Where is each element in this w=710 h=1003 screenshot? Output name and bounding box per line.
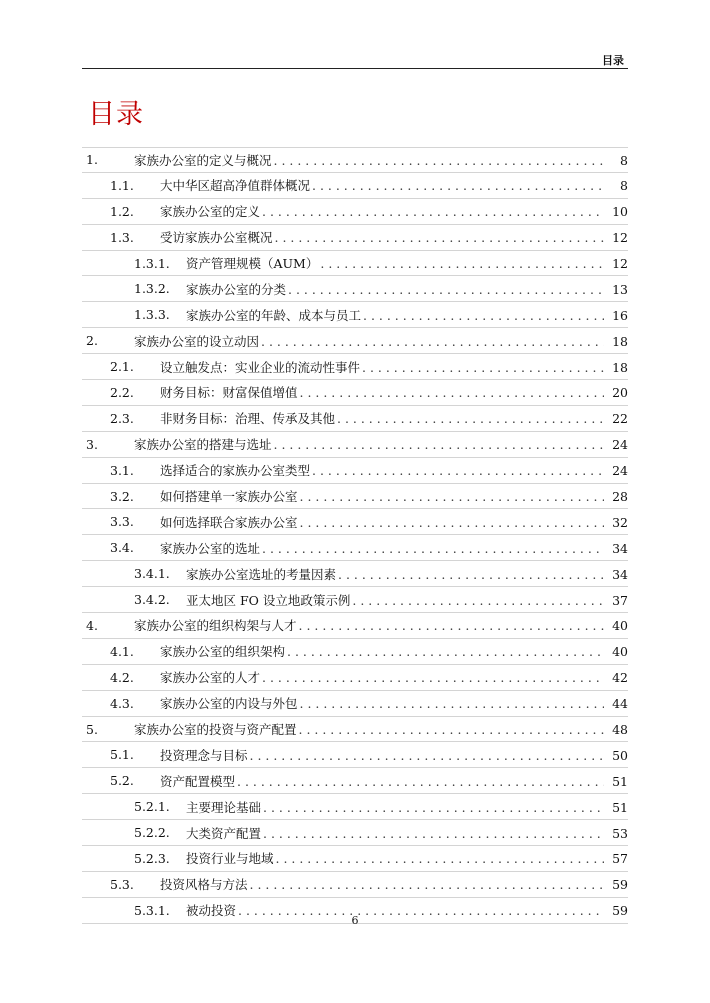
header-rule: [82, 68, 628, 69]
toc-entry-page: 12: [612, 256, 628, 271]
toc-entry-number: 3.4.: [110, 540, 134, 556]
dot-leader: [299, 722, 604, 737]
toc-entry-title: 大类资产配置: [186, 825, 262, 841]
toc-entry-body: [160, 668, 628, 686]
toc-entry[interactable]: [82, 147, 628, 173]
toc-entry-number: 5.1.: [110, 747, 134, 763]
dot-leader: [363, 308, 604, 323]
toc-entry-number: 5.2.2.: [134, 825, 170, 841]
toc-entry-title: 家族办公室的组织架构: [160, 644, 286, 660]
toc-entry-number: 2.1.: [110, 359, 134, 375]
toc-entry[interactable]: [82, 820, 628, 846]
toc-entry-number: 5.3.: [110, 876, 134, 892]
toc-entry-body: [160, 202, 628, 220]
page-number: 6: [351, 914, 359, 927]
toc-entry[interactable]: [82, 846, 628, 872]
toc-entry[interactable]: [82, 406, 628, 432]
toc-entry-number: 5.2.: [110, 773, 134, 789]
toc-entry-title: 资产配置模型: [160, 773, 236, 789]
toc-entry-body: [160, 487, 628, 505]
toc-entry-title: 家族办公室的投资与资产配置: [134, 722, 297, 738]
toc-entry-page: 34: [612, 566, 628, 582]
toc-entry-title: 被动投资: [186, 903, 237, 919]
toc-entry-page: 37: [612, 592, 628, 608]
toc-entry-body: [186, 591, 628, 609]
toc-entry[interactable]: [82, 328, 628, 354]
toc-entry-page: 53: [612, 825, 628, 841]
toc-entry[interactable]: [82, 380, 628, 406]
toc-entry-body: [134, 151, 628, 169]
toc-entry-page: 57: [612, 851, 628, 867]
toc-entry-body: [160, 875, 628, 893]
toc-entry-page: 22: [612, 411, 628, 427]
toc-entry-number: 1.3.3.: [134, 307, 170, 323]
toc-entry-title: 家族办公室的选址: [160, 540, 261, 556]
toc-entry-number: 1.1.: [110, 177, 134, 193]
toc-entry-number: 3.1.: [110, 462, 134, 478]
toc-entry-page: 32: [612, 514, 628, 530]
toc-entry[interactable]: [82, 432, 628, 458]
toc-entry-title: 家族办公室的人才: [160, 670, 261, 686]
toc-entry[interactable]: [82, 639, 628, 665]
toc-entry-number: 5.2.3.: [134, 850, 170, 866]
dot-leader: [288, 282, 604, 297]
toc-entry[interactable]: [82, 484, 628, 510]
toc-entry-body: [186, 280, 628, 298]
toc-entry-page: 34: [612, 540, 628, 556]
toc-entry-page: 8: [620, 152, 628, 168]
toc-entry-title: 设立触发点：实业企业的流动性事件: [160, 359, 361, 375]
toc-entry-body: [160, 383, 628, 401]
toc-entry-body: [186, 824, 628, 842]
toc-entry-page: 28: [612, 489, 628, 505]
toc-entry-page: 51: [612, 773, 628, 789]
toc-entry-title: 家族办公室的定义: [160, 204, 261, 220]
toc-entry-body: [134, 435, 628, 453]
toc-entry-page: 16: [612, 307, 628, 323]
dot-leader: [275, 230, 604, 245]
toc-entry[interactable]: [82, 302, 628, 328]
toc-entry-body: [186, 565, 628, 583]
table-of-contents: [82, 147, 628, 924]
toc-entry[interactable]: [82, 535, 628, 561]
toc-entry-number: 1.3.: [110, 229, 134, 245]
toc-entry-number: 4.2.: [110, 669, 134, 685]
toc-entry-title: 家族办公室的定义与概况: [134, 152, 272, 168]
toc-entry-number: 1.3.2.: [134, 281, 170, 297]
dot-leader: [250, 748, 604, 763]
toc-entry-title: 非财务目标：治理、传承及其他: [160, 411, 336, 427]
toc-entry-page: 20: [612, 385, 628, 401]
dot-leader: [337, 411, 604, 426]
toc-entry-body: [160, 228, 628, 246]
toc-entry-body: [134, 720, 628, 738]
toc-entry-number: 1.2.: [110, 203, 134, 219]
dot-leader: [338, 567, 604, 582]
toc-entry-page: 51: [612, 799, 628, 815]
toc-entry[interactable]: [82, 742, 628, 768]
toc-entry-number: 5.: [86, 721, 98, 737]
toc-entry-number: 3.3.: [110, 514, 134, 530]
toc-entry[interactable]: [82, 587, 628, 613]
toc-entry-page: 18: [612, 333, 628, 349]
toc-entry-title: 家族办公室的设立动因: [134, 333, 260, 349]
toc-entry-number: 5.2.1.: [134, 799, 170, 815]
toc-entry-title: 家族办公室的内设与外包: [160, 696, 298, 712]
toc-entry-title: 如何搭建单一家族办公室: [160, 489, 298, 505]
toc-entry-title: 投资行业与地域: [186, 851, 274, 867]
toc-entry-body: [160, 772, 628, 790]
dot-leader: [300, 489, 604, 504]
toc-entry[interactable]: [82, 509, 628, 535]
toc-entry-page: 24: [612, 463, 628, 479]
toc-entry-title: 家族办公室的年龄、成本与员工: [186, 307, 362, 323]
toc-entry-body: [160, 176, 628, 194]
toc-entry-title: 投资理念与目标: [160, 747, 248, 763]
toc-entry[interactable]: [82, 276, 628, 302]
toc-entry-page: 12: [612, 230, 628, 246]
toc-entry-page: 40: [612, 618, 628, 634]
toc-entry[interactable]: [82, 613, 628, 639]
dot-leader: [300, 515, 604, 530]
toc-entry[interactable]: [82, 872, 628, 898]
toc-entry-page: 44: [612, 696, 628, 712]
toc-entry-page: 13: [612, 281, 628, 297]
dot-leader: [261, 334, 604, 349]
toc-entry-body: [186, 798, 628, 816]
toc-entry[interactable]: [82, 691, 628, 717]
dot-leader: [263, 800, 604, 815]
toc-entry-page: 10: [612, 204, 628, 220]
toc-entry[interactable]: [82, 251, 628, 277]
toc-entry-body: [134, 332, 628, 350]
toc-entry[interactable]: [82, 354, 628, 380]
dot-leader: [300, 696, 604, 711]
toc-entry-number: 2.2.: [110, 384, 134, 400]
toc-entry-number: 3.: [86, 436, 98, 452]
toc-entry-body: [186, 306, 628, 324]
dot-leader: [250, 877, 604, 892]
toc-entry[interactable]: [82, 768, 628, 794]
toc-entry-page: 50: [612, 747, 628, 763]
page-title: 目录: [88, 99, 144, 130]
toc-entry-page: 48: [612, 722, 628, 738]
dot-leader: [287, 644, 604, 659]
toc-entry[interactable]: [82, 561, 628, 587]
dot-leader: [300, 385, 604, 400]
toc-entry-number: 3.2.: [110, 488, 134, 504]
toc-entry[interactable]: [82, 717, 628, 743]
toc-entry-title: 投资风格与方法: [160, 877, 248, 893]
toc-entry-body: [160, 409, 628, 427]
toc-entry-number: 2.3.: [110, 410, 134, 426]
toc-entry-number: 1.3.1.: [134, 255, 170, 271]
dot-leader: [262, 670, 604, 685]
dot-leader: [262, 541, 604, 556]
toc-entry-number: 4.1.: [110, 643, 134, 659]
toc-entry-title: 主要理论基础: [186, 799, 262, 815]
dot-leader: [262, 204, 604, 219]
toc-entry-body: [160, 358, 628, 376]
toc-entry-title: 财务目标：财富保值增值: [160, 385, 298, 401]
toc-entry-body: [160, 461, 628, 479]
toc-entry[interactable]: [82, 665, 628, 691]
toc-entry-title: 如何选择联合家族办公室: [160, 514, 298, 530]
toc-entry-body: [160, 746, 628, 764]
toc-entry-title: 大中华区超高净值群体概况: [160, 178, 311, 194]
toc-entry-body: [134, 616, 628, 634]
toc-entry[interactable]: [82, 173, 628, 199]
toc-entry-number: 3.4.2.: [134, 592, 170, 608]
dot-leader: [312, 463, 604, 478]
dot-leader: [274, 437, 604, 452]
dot-leader: [362, 360, 604, 375]
dot-leader: [320, 256, 604, 271]
dot-leader: [274, 153, 604, 168]
running-header: 目录: [602, 54, 624, 67]
toc-entry-page: 59: [612, 877, 628, 893]
toc-entry-number: 1.: [86, 152, 98, 168]
toc-entry-page: 8: [620, 178, 628, 194]
dot-leader: [352, 593, 604, 608]
toc-entry-page: 42: [612, 670, 628, 686]
dot-leader: [299, 618, 604, 633]
toc-entry-body: [160, 539, 628, 557]
toc-entry-page: 24: [612, 437, 628, 453]
dot-leader: [263, 826, 604, 841]
toc-entry-number: 4.: [86, 617, 98, 633]
toc-entry-number: 2.: [86, 333, 98, 349]
toc-entry-title: 资产管理规模（AUM）: [186, 256, 319, 271]
toc-entry-page: 40: [612, 644, 628, 660]
toc-entry[interactable]: [82, 199, 628, 225]
toc-entry-title: 家族办公室的分类: [186, 281, 287, 297]
toc-entry-title: 家族办公室选址的考量因素: [186, 566, 337, 582]
dot-leader: [237, 774, 604, 789]
toc-entry[interactable]: [82, 225, 628, 251]
toc-entry-number: 5.3.1.: [134, 902, 170, 918]
toc-entry-body: [186, 849, 628, 867]
toc-entry-title: 亚太地区 FO 设立地政策示例: [186, 592, 351, 608]
toc-entry-page: 18: [612, 359, 628, 375]
toc-entry-body: [160, 513, 628, 531]
toc-entry-number: 3.4.1.: [134, 566, 170, 582]
toc-entry-title: 选择适合的家族办公室类型: [160, 463, 311, 479]
toc-entry-body: [160, 694, 628, 712]
dot-leader: [312, 178, 604, 193]
toc-entry-title: 家族办公室的组织构架与人才: [134, 618, 297, 634]
toc-entry-body: [160, 642, 628, 660]
toc-entry-title: 受访家族办公室概况: [160, 230, 273, 246]
toc-entry[interactable]: [82, 458, 628, 484]
toc-entry-page: 59: [612, 903, 628, 919]
toc-entry-number: 4.3.: [110, 695, 134, 711]
toc-entry[interactable]: [82, 794, 628, 820]
toc-entry-body: [186, 254, 628, 272]
dot-leader: [276, 851, 604, 866]
toc-entry-title: 家族办公室的搭建与选址: [134, 437, 272, 453]
